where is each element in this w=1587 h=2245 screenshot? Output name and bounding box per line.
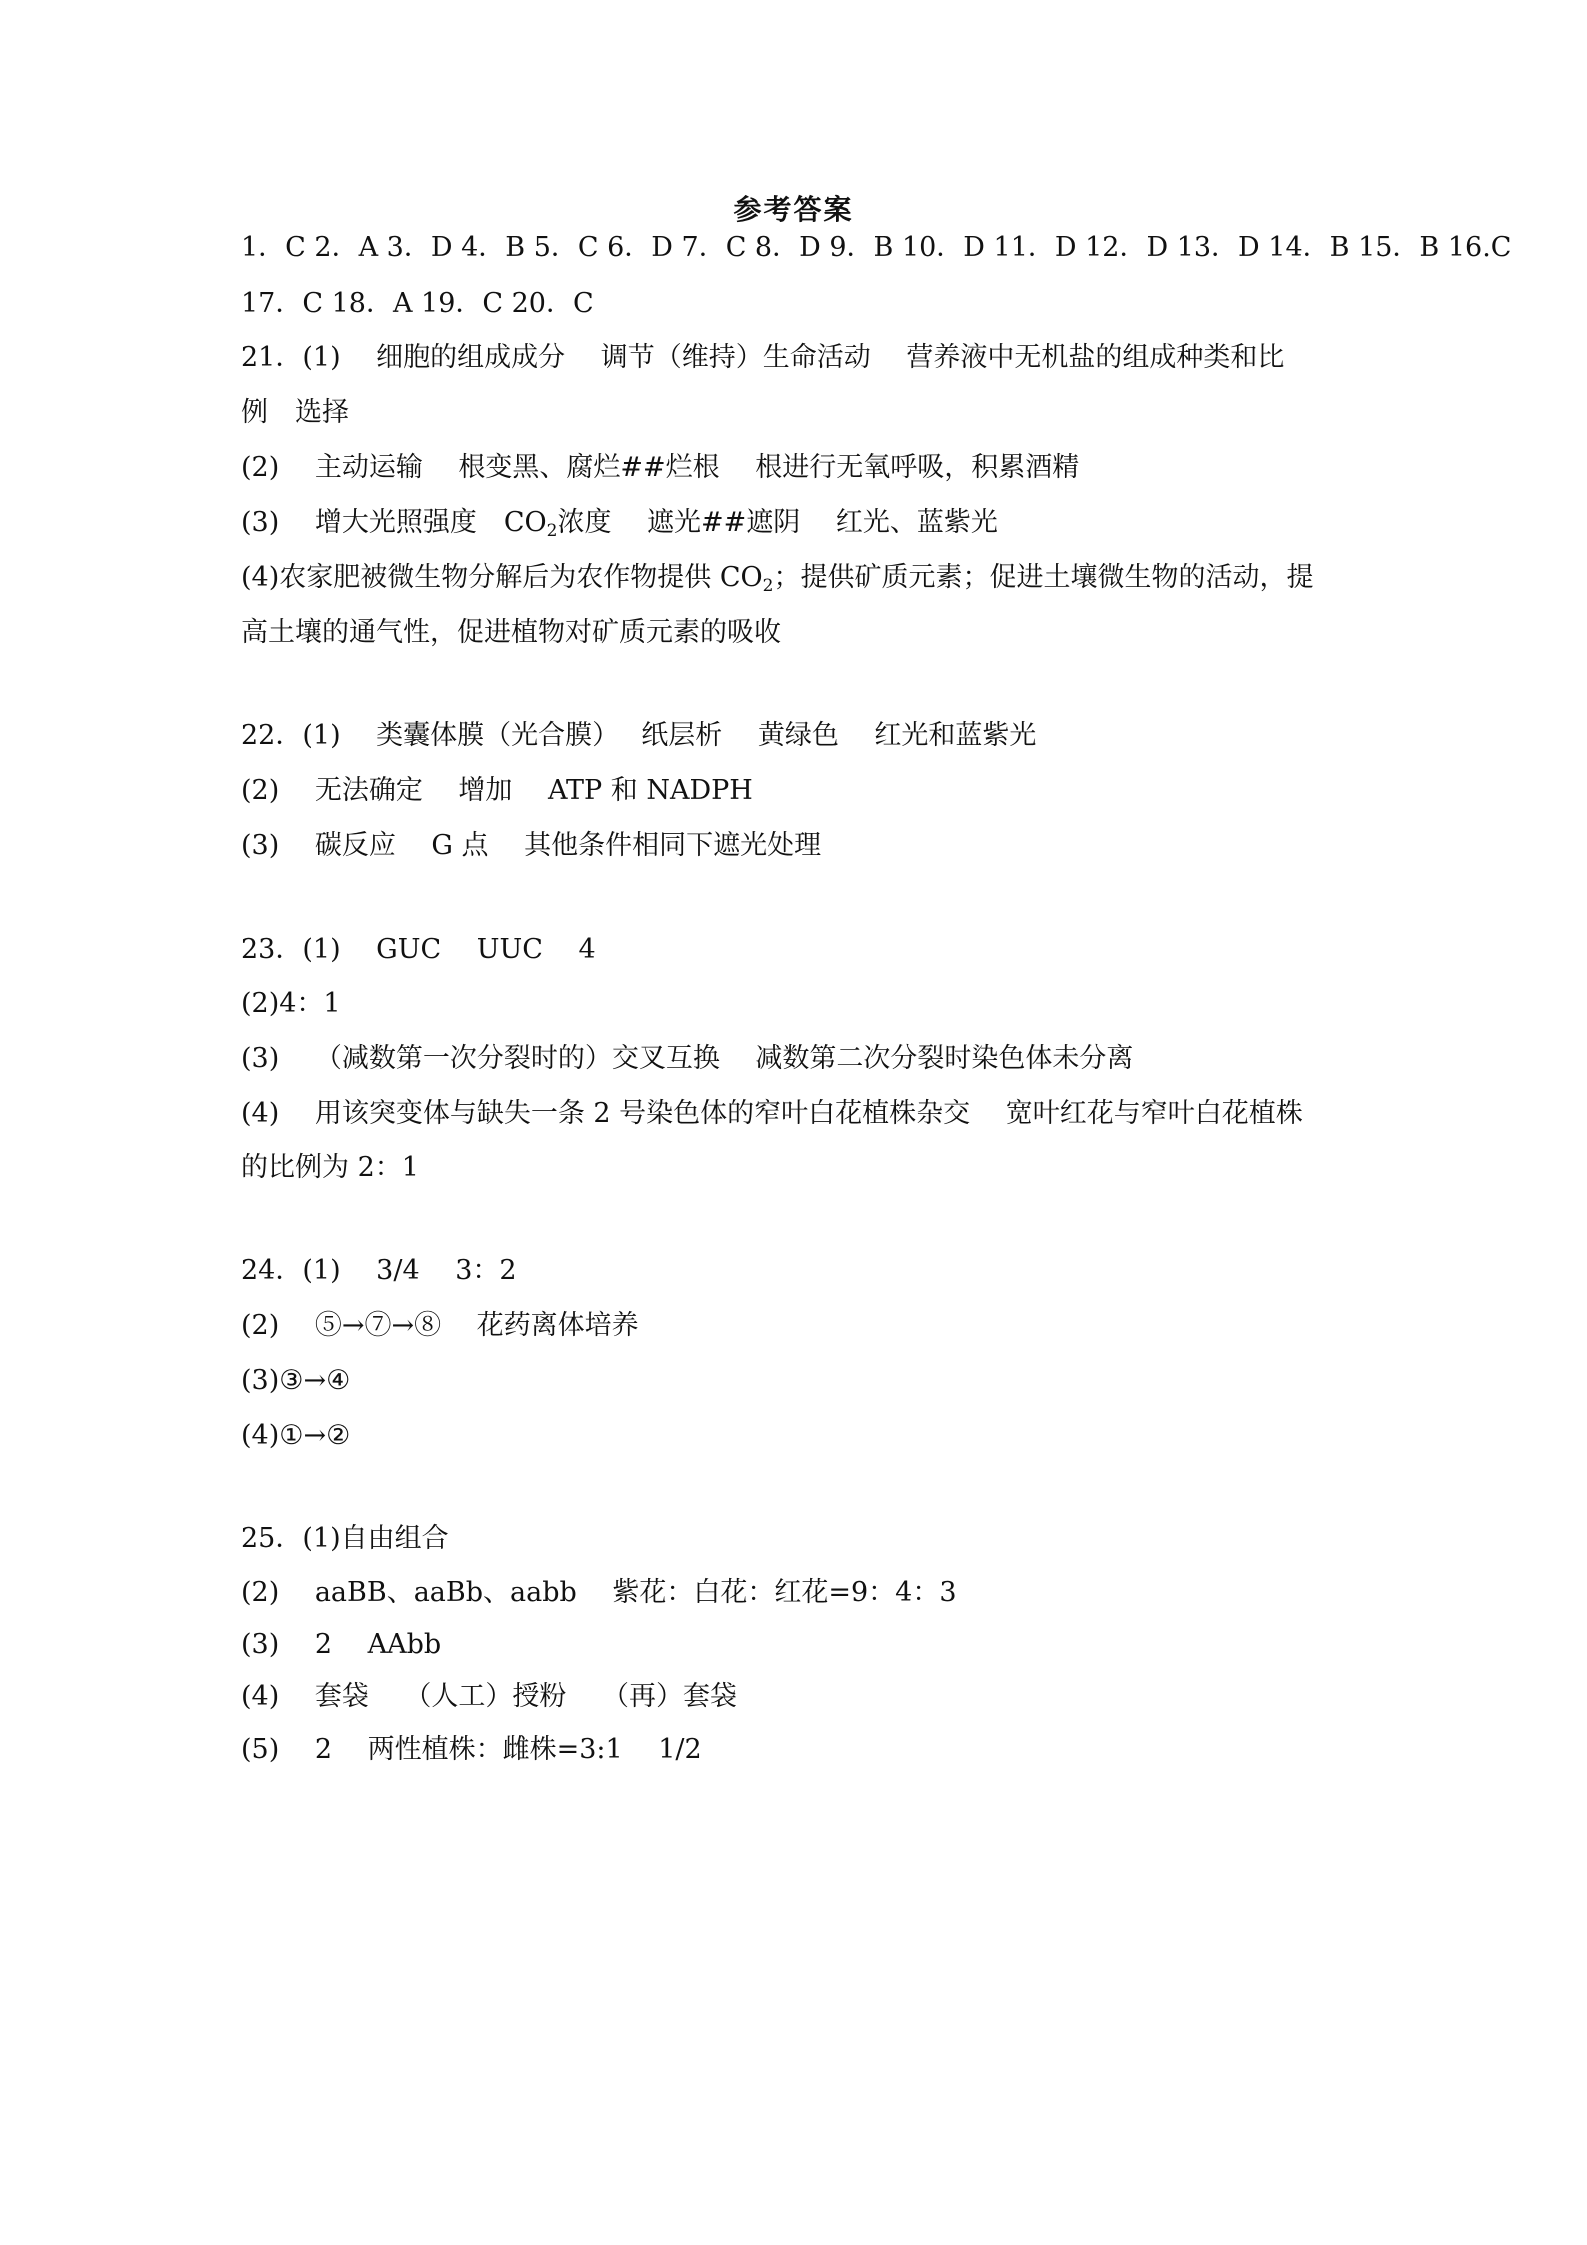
answer-line: (3) 2 AAbb <box>241 1629 442 1660</box>
answer-line: 25．(1)自由组合 <box>241 1523 449 1554</box>
answer-line: (2) 无法确定 增加 ATP 和 NADPH <box>241 775 753 806</box>
answer-line: (5) 2 两性植株：雌株=3:1 1/2 <box>241 1734 702 1765</box>
answer-line: (3)③→④ <box>241 1365 351 1396</box>
answer-text: (3) 增大光照强度 <box>241 507 504 538</box>
answer-line: (2) aaBB、aaBb、aabb 紫花：白花：红花=9：4：3 <box>241 1577 957 1608</box>
answer-line: (4)①→② <box>241 1420 351 1451</box>
answer-line: 21．(1) 细胞的组成成分 调节（维持）生命活动 营养液中无机盐的组成种类和比 <box>241 342 1285 373</box>
answer-line: 22．(1) 类囊体膜（光合膜） 纸层析 黄绿色 红光和蓝紫光 <box>241 720 1037 751</box>
answer-text: (4)农家肥被微生物分解后为农作物提供 CO <box>241 562 763 593</box>
answer-line: 的比例为 2：1 <box>241 1152 419 1183</box>
subscript: 2 <box>762 576 774 596</box>
page-title: 参考答案 <box>733 193 854 226</box>
answer-line: (3) （减数第一次分裂时的）交叉互换 减数第二次分裂时染色体未分离 <box>241 1043 1134 1074</box>
answer-line: 17．C 18．A 19．C 20．C <box>241 288 594 319</box>
answer-text: ；提供矿质元素；促进土壤微生物的活动，提 <box>773 562 1314 593</box>
answer-line: (4) 套袋 （人工）授粉 （再）套袋 <box>241 1681 737 1712</box>
answer-line: 24．(1) 3/4 3：2 <box>241 1255 517 1286</box>
answer-line: (2)4：1 <box>241 988 341 1019</box>
answer-line: (2) 主动运输 根变黑、腐烂##烂根 根进行无氧呼吸，积累酒精 <box>241 452 1080 483</box>
answer-line: (3) 碳反应 G 点 其他条件相同下遮光处理 <box>241 830 822 861</box>
answer-line: (2) ⑤→⑦→⑧ 花药离体培养 <box>241 1310 639 1341</box>
answer-text: 浓度 遮光##遮阴 红光、蓝紫光 <box>557 507 998 538</box>
co2-text: CO <box>503 507 547 538</box>
answer-line: (4) 用该突变体与缺失一条 2 号染色体的窄叶白花植株杂交 宽叶红花与窄叶白花植株 <box>241 1098 1303 1129</box>
answer-line: 高土壤的通气性，促进植物对矿质元素的吸收 <box>241 617 781 648</box>
answer-line-21-4 <box>241 560 1313 604</box>
answer-line: 23．(1) GUC UUC 4 <box>241 934 596 965</box>
subscript: 2 <box>546 521 558 541</box>
answer-line-21-3 <box>241 505 998 549</box>
answer-line: 例 选择 <box>241 397 349 428</box>
answer-line: 1．C 2．A 3．D 4．B 5．C 6．D 7．C 8．D 9．B 10．D 11．D 12．D 13．D 14．B 15．B 16.C <box>241 232 1512 263</box>
